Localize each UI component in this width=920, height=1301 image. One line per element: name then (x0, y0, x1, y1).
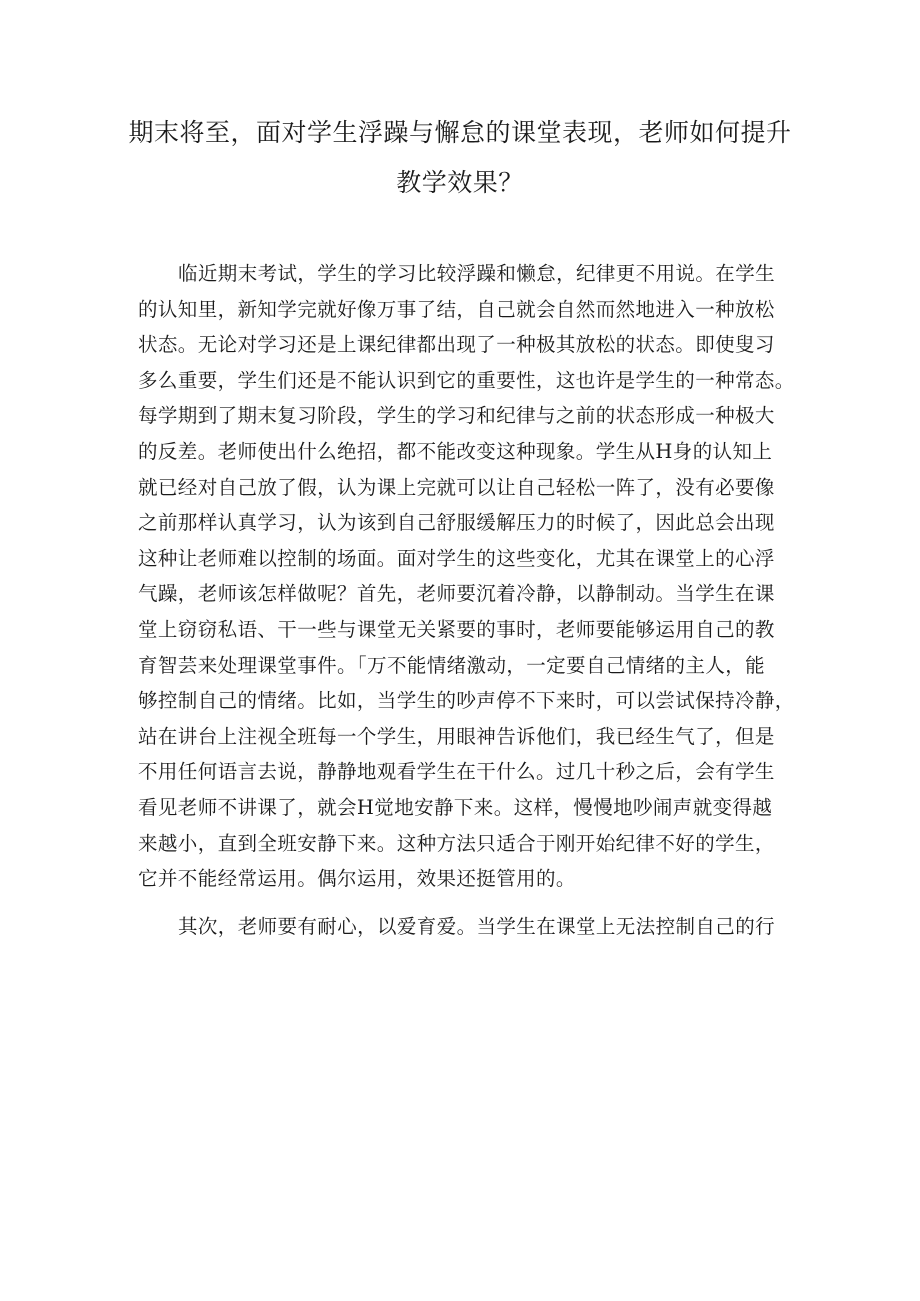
paragraph-line: 站在讲台上注视全班每一个学生，用眼神告诉他们，我已经生气了，但是 (138, 724, 775, 748)
paragraph-line: 每学期到了期末复习阶段，学生的学习和纪律与之前的状态形成一种极大 (138, 404, 775, 428)
title-line-2: 教学效果？ (396, 168, 524, 197)
paragraph-1 (138, 256, 808, 897)
paragraph-line: 来越小，直到全班安静下来。这种方法只适合于刚开始纪律不好的学生， (138, 831, 775, 855)
paragraph-2 (138, 909, 808, 945)
paragraph-line: 不用任何语言去说，静静地观看学生在干什么。过几十秒之后，会有学生 (138, 760, 775, 784)
paragraph-line: 的认知里，新知学完就好像万事了结，自己就会自然而然地进入一种放松 (138, 297, 775, 321)
paragraph-line: 其次，老师要有耐心，以爱育爱。当学生在课堂上无法控制自己的行 (178, 914, 776, 938)
document-body (138, 256, 808, 944)
paragraph-line: 看见老师不讲课了，就会H觉地安静下来。这样，慢慢地吵闹声就变得越 (138, 795, 773, 819)
title-line-1: 期末将至，面对学生浮躁与懈怠的课堂表现，老师如何提升 (128, 118, 792, 147)
paragraph-line: 堂上窃窃私语、干一些与课堂无关紧要的事时，老师要能够运用自己的教 (138, 617, 775, 641)
document-title (120, 108, 800, 208)
paragraph-line: 这种让老师难以控制的场面。面对学生的这些变化，尤其在课堂上的心浮 (138, 546, 775, 570)
paragraph-line: 临近期末考试，学生的学习比较浮躁和懒怠，纪律更不用说。在学生 (178, 262, 776, 285)
paragraph-line: 够控制自己的情绪。比如，当学生的吵声停不下来时，可以尝试保持冷静， (138, 689, 795, 713)
paragraph-line: 之前那样认真学习，认为该到自己舒服缓解压力的时候了，因此总会出现 (138, 511, 775, 535)
paragraph-line: 它并不能经常运用。偶尔运用，效果还挺管用的。 (138, 867, 576, 891)
paragraph-line: 气躁，老师该怎样做呢？首先，老师要沉着冷静，以静制动。当学生在课 (138, 582, 775, 606)
paragraph-line: 状态。无论对学习还是上课纪律都出现了一种极其放松的状态。即使叟习 (138, 333, 775, 357)
paragraph-line: 的反差。老师使出什么绝招，都不能改变这种现象。学生从H身的认知上 (138, 439, 773, 463)
paragraph-line: 多么重要，学生们还是不能认识到它的重要性，这也许是学生的一种常态。 (138, 368, 795, 392)
paragraph-line: 育智芸来处理课堂事件。「万不能情绪激动，一定要自己情绪的主人，能 (138, 653, 766, 677)
paragraph-gap (138, 897, 808, 909)
paragraph-line: 就已经对自己放了假，认为课上完就可以让自己轻松一阵了，没有必要像 (138, 475, 775, 499)
